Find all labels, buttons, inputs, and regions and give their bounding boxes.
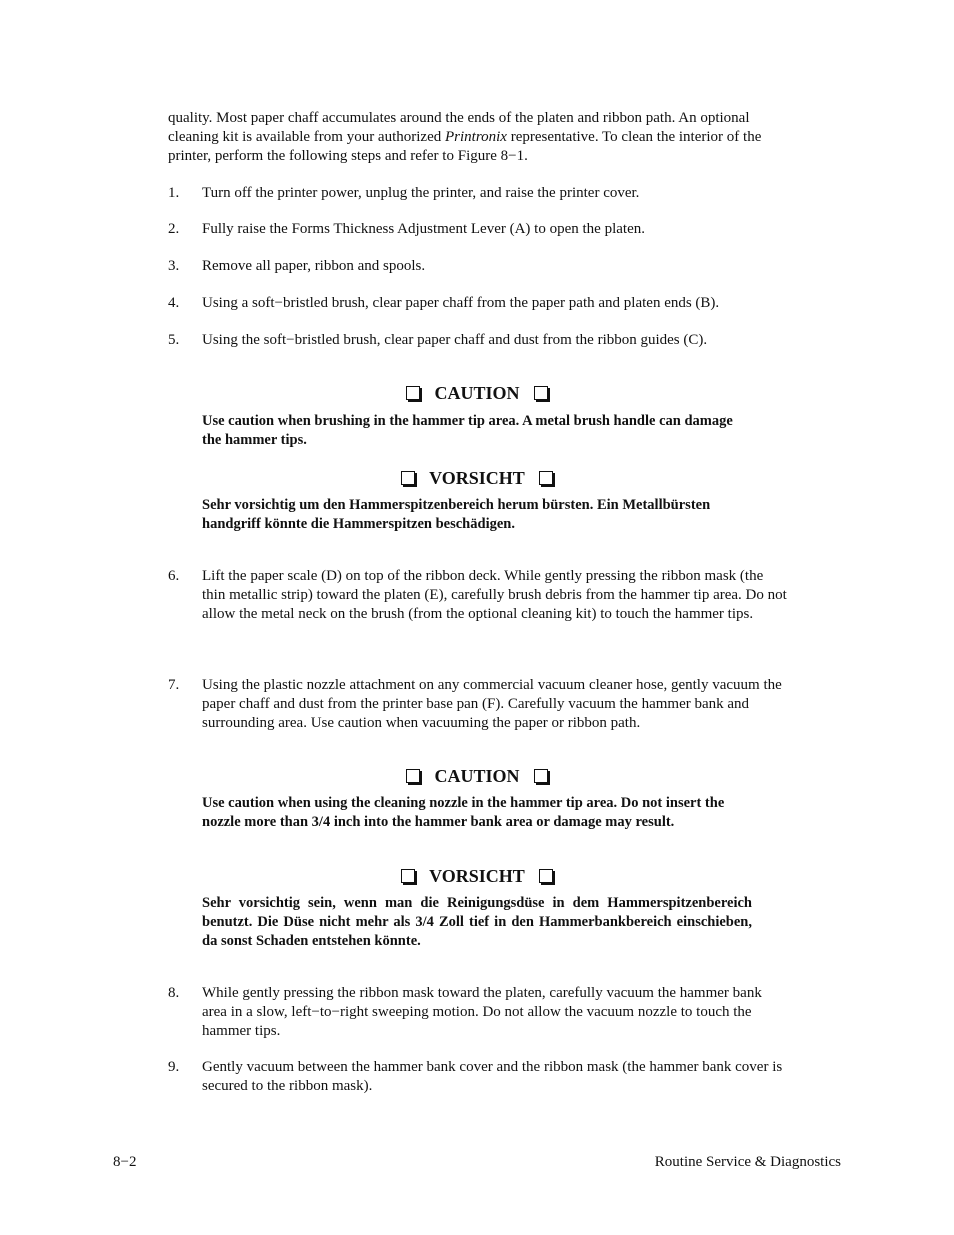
caution-note: Use caution when using the cleaning nozzle in the hammer tip area. Do not insert the nozzle more than 3/4 inch into the hammer bank area or damage may result. [202, 795, 725, 830]
step-number: 9. [168, 1059, 180, 1075]
vorsicht-heading [202, 467, 752, 489]
checkbox-icon [406, 386, 420, 400]
step-number: 1. [168, 185, 180, 201]
checkbox-icon [534, 769, 548, 783]
step-number: 2. [168, 221, 180, 237]
checkbox-icon [406, 769, 420, 783]
intro-paragraph [168, 109, 788, 166]
checkbox-icon [539, 471, 553, 485]
vorsicht-note: Sehr vorsichtig sein, wenn man die Reinigungsdüse in dem Hammerspitzenbereich benutzt. Die Düse nicht mehr als 3/4 Zoll tief in den Hammerbankbereich einschieben, da sonst Schaden entstehen könnte. [202, 895, 752, 949]
intro-text-1: quality. Most paper chaff accumulates around the ends of the platen and ribbon path. An optional cleaning kit is available from your authorized [168, 110, 750, 145]
step-text: Remove all paper, ribbon and spools. [202, 258, 426, 274]
vorsicht-note: Sehr vorsichtig um den Hammerspitzenbereich herum bürsten. Ein Metallbürsten handgriff könnte die Hammerspitzen beschädigen. [202, 497, 711, 532]
checkbox-icon [534, 386, 548, 400]
step-text: Lift the paper scale (D) on top of the ribbon deck. While gently pressing the ribbon mask (the thin metallic strip) toward the platen (E), carefully brush debris from the hammer tip area. Do not allow the metal neck on the brush (from the optional cleaning kit) to touch the hammer tips. [202, 568, 787, 622]
step-number: 5. [168, 332, 180, 348]
step-text: Gently vacuum between the hammer bank cover and the ribbon mask (the hammer bank cover is secured to the ribbon mask). [202, 1059, 783, 1094]
intro-text-2: representative. To clean the interior of the printer, perform the following steps and refer to Figure 8−1. [168, 129, 762, 164]
caution-heading [202, 382, 752, 404]
page-number: 8−2 [113, 1154, 137, 1170]
step-number: 3. [168, 258, 180, 274]
step-number: 7. [168, 677, 180, 693]
step-text: While gently pressing the ribbon mask toward the platen, carefully vacuum the hammer bank area in a slow, left−to−right sweeping motion. Do not allow the vacuum nozzle to touch the hammer tips. [202, 985, 762, 1039]
section-title: Routine Service & Diagnostics [654, 1154, 841, 1170]
step-text: Using a soft−bristled brush, clear paper chaff from the paper path and platen ends (B). [202, 295, 720, 311]
checkbox-icon [401, 869, 415, 883]
caution-note: Use caution when brushing in the hammer tip area. A metal brush handle can damage the hammer tips. [202, 413, 733, 448]
step-text: Using the plastic nozzle attachment on any commercial vacuum cleaner hose, gently vacuum the paper chaff and dust from the printer base pan (F). Carefully vacuum the hammer bank and surrounding area. Use caution when vacuuming the paper or ribbon path. [202, 677, 782, 731]
step-text: Fully raise the Forms Thickness Adjustment Lever (A) to open the platen. [202, 221, 645, 237]
notice-heading-label: CAUTION [434, 383, 520, 403]
checkbox-icon [539, 869, 553, 883]
step-text: Turn off the printer power, unplug the printer, and raise the printer cover. [202, 185, 640, 201]
step-number: 6. [168, 568, 180, 584]
step-number: 8. [168, 985, 180, 1001]
notice-heading-label: CAUTION [434, 766, 520, 786]
brand-name: Printronix [445, 129, 507, 145]
step-number: 4. [168, 295, 180, 311]
vorsicht-heading [202, 865, 752, 887]
step-text: Using the soft−bristled brush, clear paper chaff and dust from the ribbon guides (C). [202, 332, 708, 348]
caution-heading [202, 765, 752, 787]
notice-heading-label: VORSICHT [429, 866, 525, 886]
checkbox-icon [401, 471, 415, 485]
notice-heading-label: VORSICHT [429, 468, 525, 488]
